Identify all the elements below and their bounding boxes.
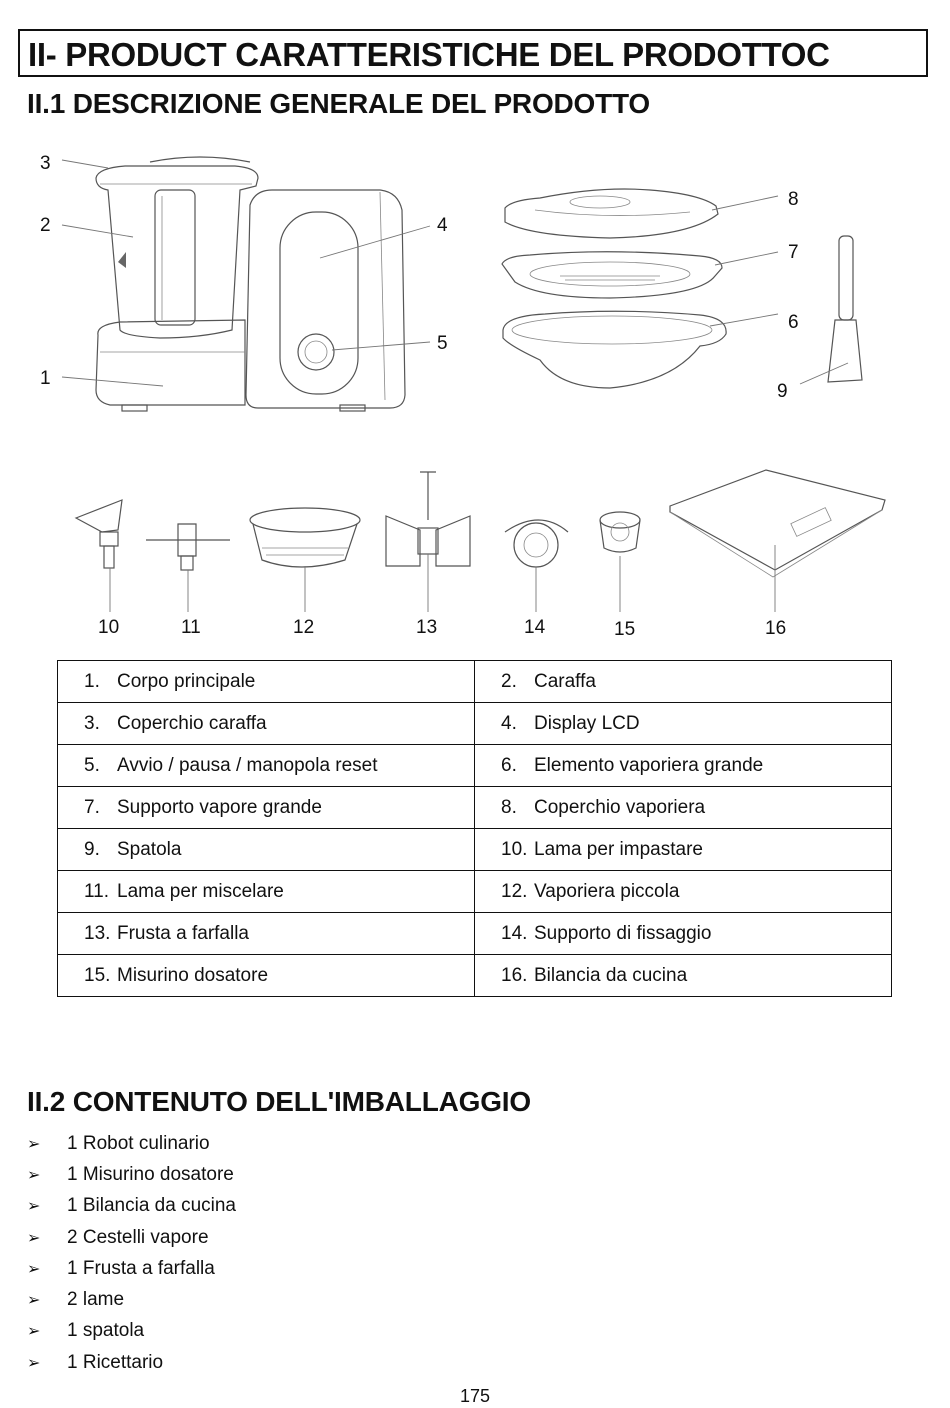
mixing-blade-illustration [146, 524, 230, 570]
list-item: ➢ 1 Misurino dosatore [27, 1163, 234, 1185]
callout-number-8: 8 [788, 189, 799, 210]
list-item: ➢ 2 lame [27, 1289, 125, 1311]
callout-number-9: 9 [777, 381, 788, 402]
product-diagram [0, 140, 950, 650]
measuring-cup-illustration [600, 512, 640, 552]
callout-number-7: 7 [788, 242, 799, 263]
table-row [58, 745, 892, 787]
main-body-illustration [96, 157, 405, 411]
table-cell: 2. Caraffa [475, 661, 892, 703]
table-cell: 13. Frusta a farfalla [58, 913, 475, 955]
table-cell: 9. Spatola [58, 829, 475, 871]
list-item: ➢ 1 Ricettario [27, 1351, 164, 1373]
callout-number-12: 12 [293, 617, 315, 638]
package-contents-list [27, 1128, 236, 1378]
arrow-bullet-icon: ➢ [27, 1260, 41, 1278]
callout-number-10: 10 [98, 617, 120, 638]
page-number: 175 [459, 1386, 491, 1406]
callout-number-3: 3 [40, 153, 51, 174]
callout-number-6: 6 [788, 312, 799, 333]
steamer-lid-illustration [505, 189, 718, 238]
table-cell: 11. Lama per miscelare [58, 871, 475, 913]
list-item: ➢ 1 spatola [27, 1320, 145, 1342]
list-item: ➢ 1 Frusta a farfalla [27, 1257, 215, 1279]
callout-number-11: 11 [181, 617, 201, 638]
butterfly-whisk-illustration [386, 472, 470, 566]
chapter-title: II- PRODUCT CARATTERISTICHE DEL PRODOTTOC [28, 36, 830, 73]
table-cell: 5. Avvio / pausa / manopola reset [58, 745, 475, 787]
kitchen-scale-illustration [670, 470, 885, 577]
callout-number-16: 16 [765, 618, 787, 639]
table-cell: 3. Coperchio caraffa [58, 703, 475, 745]
table-cell: 16. Bilancia da cucina [475, 955, 892, 997]
parts-table [57, 660, 892, 997]
callout-number-1: 1 [40, 368, 51, 389]
callout-number-14: 14 [524, 617, 546, 638]
table-cell: 4. Display LCD [475, 703, 892, 745]
callout-number-4: 4 [437, 215, 448, 236]
arrow-bullet-icon: ➢ [27, 1354, 41, 1372]
steamer-tray-illustration [502, 252, 722, 298]
callout-number-2: 2 [40, 215, 51, 236]
callout-number-5: 5 [437, 333, 448, 354]
table-cell: 14. Supporto di fissaggio [475, 913, 892, 955]
arrow-bullet-icon: ➢ [27, 1166, 41, 1184]
fixing-support-illustration [505, 520, 568, 567]
table-cell: 12. Vaporiera piccola [475, 871, 892, 913]
callout-number-13: 13 [416, 617, 438, 638]
table-row [58, 955, 892, 997]
table-row [58, 787, 892, 829]
table-row [58, 661, 892, 703]
table-row [58, 913, 892, 955]
section-title-general-description: II.1 DESCRIZIONE GENERALE DEL PRODOTTO [27, 88, 651, 119]
table-cell: 6. Elemento vaporiera grande [475, 745, 892, 787]
kneading-blade-illustration [76, 500, 122, 568]
arrow-bullet-icon: ➢ [27, 1198, 41, 1216]
list-item: ➢ 1 Bilancia da cucina [27, 1195, 236, 1217]
table-cell: 7. Supporto vapore grande [58, 787, 475, 829]
table-cell: 1. Corpo principale [58, 661, 475, 703]
list-item: ➢ 2 Cestelli vapore [27, 1226, 209, 1248]
chapter-title-box [18, 29, 928, 77]
spatula-illustration [828, 236, 862, 382]
table-row [58, 829, 892, 871]
table-cell: 8. Coperchio vaporiera [475, 787, 892, 829]
callout-number-15: 15 [614, 619, 636, 640]
arrow-bullet-icon: ➢ [27, 1135, 41, 1153]
small-steamer-illustration [250, 508, 360, 567]
large-steamer-illustration [503, 311, 726, 388]
arrow-bullet-icon: ➢ [27, 1292, 41, 1310]
list-item: ➢ 1 Robot culinario [27, 1132, 210, 1154]
arrow-bullet-icon: ➢ [27, 1323, 41, 1341]
table-cell: 10. Lama per impastare [475, 829, 892, 871]
table-cell: 15. Misurino dosatore [58, 955, 475, 997]
section-title-package-contents: II.2 CONTENUTO DELL'IMBALLAGGIO [27, 1086, 531, 1117]
arrow-bullet-icon: ➢ [27, 1229, 41, 1247]
table-row [58, 703, 892, 745]
table-row [58, 871, 892, 913]
